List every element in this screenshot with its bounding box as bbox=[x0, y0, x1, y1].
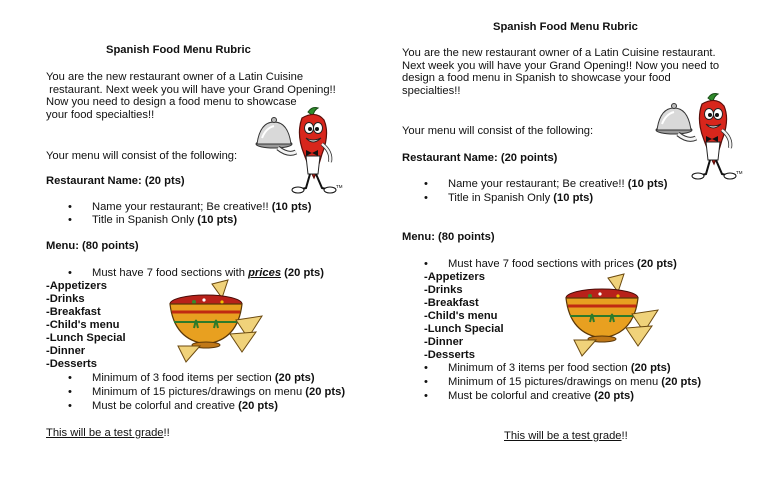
bullet-icon: • bbox=[68, 372, 72, 384]
left-intro: You are the new restaurant owner of a Latin Cuisine restaurant. Next week you will have your Grand Opening!! Now you need to design a food menu to showcase your food specialties!! bbox=[46, 71, 336, 121]
bullet-icon: • bbox=[68, 201, 72, 213]
right-restaurant-heading: Restaurant Name: (20 points) bbox=[402, 152, 558, 164]
right-section-drinks: -Drinks bbox=[424, 284, 463, 296]
chef-pepper-illustration bbox=[252, 104, 344, 196]
left-section-childs-menu: -Child's menu bbox=[46, 319, 120, 331]
left-title: Spanish Food Menu Rubric bbox=[106, 44, 251, 56]
bullet-icon: • bbox=[424, 192, 428, 204]
salsa-bowl-illustration bbox=[560, 270, 668, 358]
left-section-appetizers: -Appetizers bbox=[46, 280, 107, 292]
right-section-desserts: -Desserts bbox=[424, 349, 475, 361]
right-section-dinner: -Dinner bbox=[424, 336, 464, 348]
bullet-icon: • bbox=[68, 267, 72, 279]
right-footer: This will be a test grade!! bbox=[504, 430, 628, 442]
left-restaurant-heading: Restaurant Name: (20 pts) bbox=[46, 175, 185, 187]
left-menu-heading: Menu: (80 points) bbox=[46, 240, 139, 252]
right-section-appetizers: -Appetizers bbox=[424, 271, 485, 283]
left-section-dinner: -Dinner bbox=[46, 345, 86, 357]
bullet-icon: • bbox=[424, 376, 428, 388]
trademark-text: TM bbox=[736, 170, 743, 175]
trademark-text: TM bbox=[336, 184, 343, 189]
bullet-icon: • bbox=[424, 178, 428, 190]
bullet-icon: • bbox=[424, 390, 428, 402]
bullet-icon: • bbox=[68, 400, 72, 412]
left-section-breakfast: -Breakfast bbox=[46, 306, 101, 318]
left-section-lunch-special: -Lunch Special bbox=[46, 332, 126, 344]
bullet-icon: • bbox=[68, 386, 72, 398]
bullet-icon: • bbox=[68, 214, 72, 226]
left-section-desserts: -Desserts bbox=[46, 358, 97, 370]
bullet-icon: • bbox=[424, 362, 428, 374]
left-section-drinks: -Drinks bbox=[46, 293, 85, 305]
right-section-childs-menu: -Child's menu bbox=[424, 310, 498, 322]
left-footer: This will be a test grade!! bbox=[46, 427, 170, 439]
right-title: Spanish Food Menu Rubric bbox=[493, 21, 638, 33]
salsa-bowl-illustration bbox=[164, 276, 272, 364]
left-consist: Your menu will consist of the following: bbox=[46, 150, 238, 162]
right-section-breakfast: -Breakfast bbox=[424, 297, 479, 309]
bullet-icon: • bbox=[424, 258, 428, 270]
right-intro: You are the new restaurant owner of a Latin Cuisine restaurant. Next week you will have your Grand Opening!! Now you need to design a food menu in Spanish to showcase your food specialties!! bbox=[402, 47, 720, 97]
right-section-lunch-special: -Lunch Special bbox=[424, 323, 504, 335]
chef-pepper-illustration bbox=[652, 90, 744, 182]
right-menu-heading: Menu: (80 points) bbox=[402, 231, 495, 243]
right-consist: Your menu will consist of the following: bbox=[402, 125, 594, 137]
